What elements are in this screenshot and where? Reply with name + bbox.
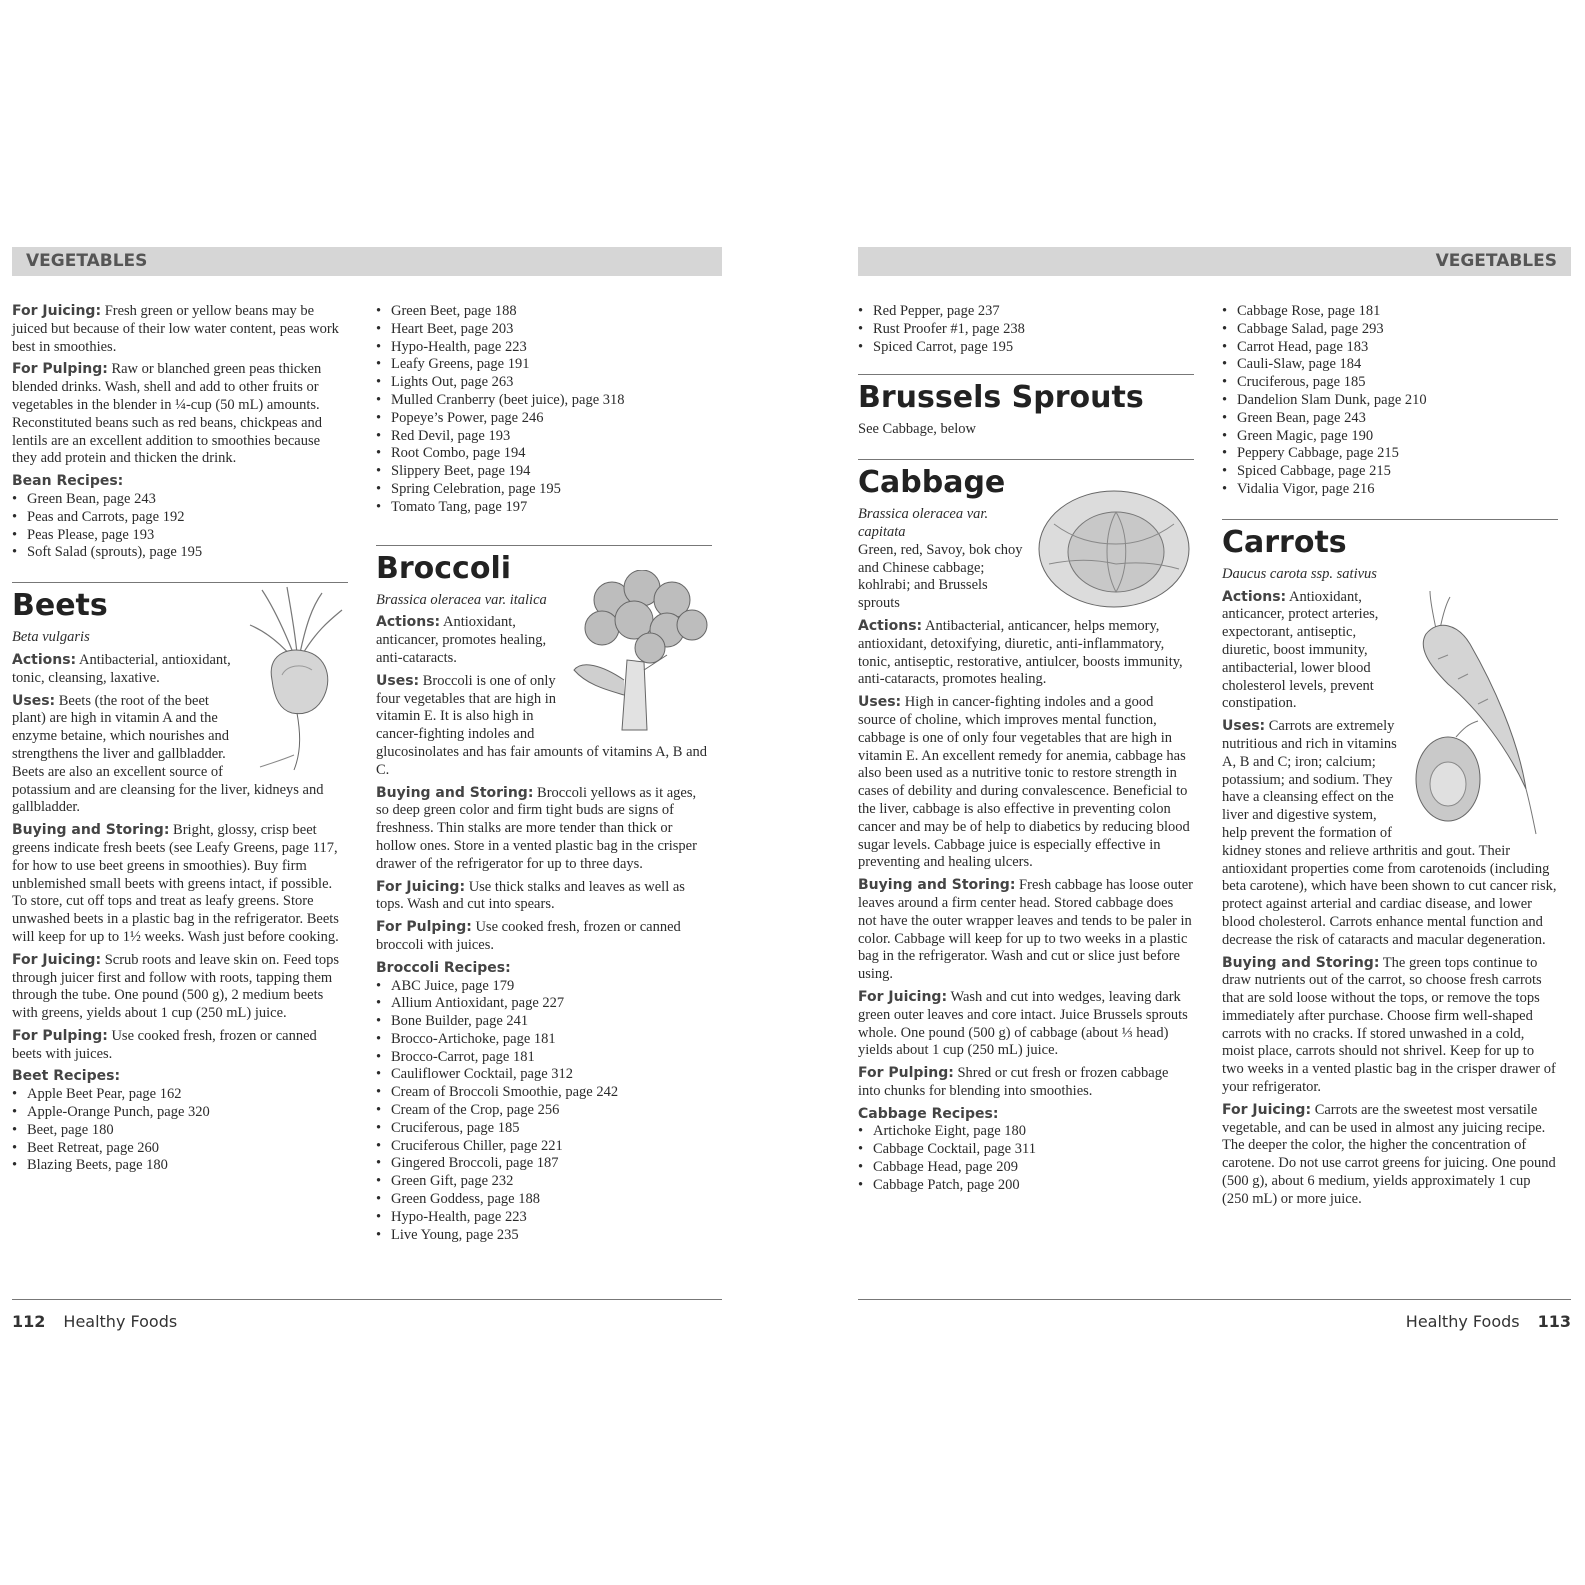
list-item: • Dandelion Slam Dunk, page 210 bbox=[1222, 392, 1558, 410]
list-item: • Green Gift, page 232 bbox=[376, 1173, 712, 1191]
list-item: • Green Goddess, page 188 bbox=[376, 1191, 712, 1209]
list-item: • Cabbage Head, page 209 bbox=[858, 1159, 1194, 1177]
list-item: • Artichoke Eight, page 180 bbox=[858, 1123, 1194, 1141]
cabbage-varieties: Green, red, Savoy, bok choy and Chinese cabbage; kohlrabi; and Brussels sprouts bbox=[858, 541, 1023, 612]
broccoli-uses: Uses: Broccoli is one of only four vegetables that are high in vitamin E. It is also high in cancer-fighting indoles and glucosinolates and has fair amounts of vitamins A, B and C. bbox=[376, 672, 708, 778]
beet-illustration-icon bbox=[242, 585, 348, 775]
broccoli-buying: Buying and Storing: Broccoli yellows as it ages, so deep green color and firm tight buds are signs of freshness. Thin stalks are more tender than thick or hollow ones. Store in a vented plastic bag in the crisper drawer of the refrigerator for up to three days. bbox=[376, 784, 697, 872]
beets-uses: Uses: Beets (the root of the beet plant) are high in vitamin A and the enzyme betaine, which nourishes and strengthens the liver and gallbladder. Beets are also an excellent source of potassium and are cleansing for the liver, kidneys and gallbladder. bbox=[12, 692, 324, 816]
list-item: • Cabbage Salad, page 293 bbox=[1222, 321, 1558, 339]
left-column-2 bbox=[376, 303, 712, 1248]
list-item: • Brocco-Artichoke, page 181 bbox=[376, 1031, 712, 1049]
list-item: • Peas and Carrots, page 192 bbox=[12, 509, 348, 527]
cabbage-illustration-icon bbox=[1034, 484, 1194, 614]
list-item: • Slippery Beet, page 194 bbox=[376, 463, 712, 481]
broccoli-pulping: For Pulping: Use cooked fresh, frozen or canned broccoli with juices. bbox=[376, 919, 681, 953]
list-item: • Tomato Tang, page 197 bbox=[376, 499, 712, 517]
list-item: • Peppery Cabbage, page 215 bbox=[1222, 445, 1558, 463]
list-item: • Vidalia Vigor, page 216 bbox=[1222, 481, 1558, 499]
list-item: • Cruciferous, page 185 bbox=[376, 1120, 712, 1138]
cabbage-recipes-list bbox=[858, 1123, 1194, 1194]
cabbage-latin-name: Brassica oleracea var. capitata bbox=[858, 506, 989, 540]
list-item: • Hypo-Health, page 223 bbox=[376, 1209, 712, 1227]
list-item: • Green Bean, page 243 bbox=[1222, 410, 1558, 428]
right-column-1 bbox=[858, 303, 1194, 1199]
beets-latin-name: Beta vulgaris bbox=[12, 629, 90, 646]
broccoli-title: Broccoli bbox=[376, 550, 512, 586]
carrots-buying: Buying and Storing: The green tops continue to draw nutrients out of the carrot, so choose fresh carrots that are sold loose without the tops, or remove the tops immediately after purchase. Choose firm well-shaped carrots with no cracks. If stored unwashed in a cold, moist place, carrots should not shrivel. Keep for up to two weeks in a vented plastic bag in the crisper drawer of your refrigerator. bbox=[1222, 954, 1556, 1096]
list-item: • Green Magic, page 190 bbox=[1222, 428, 1558, 446]
broccoli-illustration-icon bbox=[572, 570, 712, 740]
list-item: • Beet Retreat, page 260 bbox=[12, 1140, 348, 1158]
list-item: • Cabbage Cocktail, page 311 bbox=[858, 1141, 1194, 1159]
carrots-actions: Actions: Antioxidant, anticancer, protect arteries, expectorant, antiseptic, diuretic, boost immunity, antibacterial, lower blood cholesterol levels, prevent constipation. bbox=[1222, 588, 1379, 712]
beans-juicing: For Juicing: Fresh green or yellow beans may be juiced but because of their low water content, peas work best in smoothies. bbox=[12, 303, 339, 355]
list-item: • ABC Juice, page 179 bbox=[376, 978, 712, 996]
carrots-juicing: For Juicing: Carrots are the sweetest most versatile vegetable, and can be used in almost any juicing recipe. The deeper the color, the higher the concentration of carotene. Do not use carrot greens for juicing. One pound (500 g), about 6 medium, yields approximately 1 cup (250 mL) or more juice. bbox=[1222, 1101, 1556, 1207]
book-title: Healthy Foods bbox=[1405, 1312, 1520, 1331]
carrots-title: Carrots bbox=[1222, 524, 1347, 560]
broccoli-juicing: For Juicing: Use thick stalks and leaves as well as tops. Wash and cut into spears. bbox=[376, 878, 685, 913]
left-column-1 bbox=[12, 303, 348, 1179]
list-item: • Hypo-Health, page 223 bbox=[376, 339, 712, 357]
bean-recipes-heading: Bean Recipes: bbox=[12, 473, 124, 490]
list-item: • Live Young, page 235 bbox=[376, 1227, 712, 1245]
list-item: • Red Devil, page 193 bbox=[376, 428, 712, 446]
beet-recipes-list bbox=[12, 1086, 348, 1175]
list-item: • Green Beet, page 188 bbox=[376, 303, 712, 321]
brussels-sprouts-note: See Cabbage, below bbox=[858, 421, 976, 438]
list-item: • Bone Builder, page 241 bbox=[376, 1013, 712, 1031]
broccoli-section bbox=[376, 545, 712, 1245]
list-item: • Lights Out, page 263 bbox=[376, 374, 712, 392]
list-item: • Blazing Beets, page 180 bbox=[12, 1157, 348, 1175]
list-item: • Cauliflower Cocktail, page 312 bbox=[376, 1066, 712, 1084]
list-item: • Spiced Carrot, page 195 bbox=[858, 339, 1194, 357]
carrots-uses: Uses: Carrots are extremely nutritious and rich in vitamins A, B and C; iron; calcium; potassium; and sodium. They have a cleansing effect on the liver and digestive system, help prevent the formation of kidney stones and relieve arthritis and gout. Their antioxidant properties come from carotenoids (including beta carotene), which have been shown to cut cancer risk, protect against arterial and cardiac disease, and lower blood cholesterol. Carrots enhance mental function and decrease the risk of cataracts and macular degeneration. bbox=[1222, 718, 1557, 948]
list-item: • Apple-Orange Punch, page 320 bbox=[12, 1104, 348, 1122]
beans-pulping: For Pulping: Raw or blanched green peas thicken blended drinks. Wash, shell and add to other fruits or vegetables in the blender in ¼-cup (50 mL) amounts. Reconstituted beans such as red beans, chickpeas and lentils are an excellent addition to smoothies because they add protein and thicken the drink. bbox=[12, 361, 323, 467]
beets-juicing: For Juicing: Scrub roots and leave skin on. Feed tops through juicer first and follow with roots, tapping them through the tube. One pound (500 g), 2 medium beets with greens, yields about 1 cup (250 mL) juice. bbox=[12, 951, 340, 1022]
cabbage-section bbox=[858, 459, 1194, 1194]
list-item: • Rust Proofer #1, page 238 bbox=[858, 321, 1194, 339]
bean-recipes-list bbox=[12, 491, 348, 562]
list-item: • Spiced Cabbage, page 215 bbox=[1222, 463, 1558, 481]
cabbage-juicing: For Juicing: Wash and cut into wedges, leaving dark green outer leaves and core intact. Juice Brussels sprouts whole. One pound (500 g) of cabbage (about ⅓ head) yields about 1 cup (250 mL) juice. bbox=[858, 988, 1188, 1059]
cabbage-recipes-list-continued bbox=[1222, 303, 1558, 499]
list-item: • Gingered Broccoli, page 187 bbox=[376, 1155, 712, 1173]
broccoli-recipes-list bbox=[376, 978, 712, 1245]
list-item: • Spring Celebration, page 195 bbox=[376, 481, 712, 499]
section-header-band: VEGETABLES bbox=[858, 247, 1571, 276]
book-title: Healthy Foods bbox=[63, 1312, 178, 1331]
list-item: • Soft Salad (sprouts), page 195 bbox=[12, 544, 348, 562]
carrot-illustration-icon bbox=[1408, 589, 1558, 839]
list-item: • Red Pepper, page 237 bbox=[858, 303, 1194, 321]
list-item: • Apple Beet Pear, page 162 bbox=[12, 1086, 348, 1104]
list-item: • Cruciferous Chiller, page 221 bbox=[376, 1138, 712, 1156]
broccoli-actions: Actions: Antioxidant, anticancer, promotes healing, anti-cataracts. bbox=[376, 614, 547, 666]
list-item: • Green Bean, page 243 bbox=[12, 491, 348, 509]
list-item: • Cream of the Crop, page 256 bbox=[376, 1102, 712, 1120]
page-number: 112 bbox=[12, 1312, 46, 1331]
beet-recipes-heading: Beet Recipes: bbox=[12, 1068, 121, 1085]
beets-actions: Actions: Antibacterial, antioxidant, tonic, cleansing, laxative. bbox=[12, 651, 231, 686]
list-item: • Beet, page 180 bbox=[12, 1122, 348, 1140]
beets-title: Beets bbox=[12, 588, 108, 624]
list-item: • Peas Please, page 193 bbox=[12, 527, 348, 545]
list-item: • Cabbage Patch, page 200 bbox=[858, 1177, 1194, 1195]
list-item: • Popeye’s Power, page 246 bbox=[376, 410, 712, 428]
right-column-2 bbox=[1222, 303, 1558, 1214]
list-item: • Cream of Broccoli Smoothie, page 242 bbox=[376, 1084, 712, 1102]
beets-buying: Buying and Storing: Bright, glossy, crisp beet greens indicate fresh beets (see Leafy Greens, page 117, for how to use beet greens in smoothies). Buy firm unblemished small beets with greens intact, if possible. To store, cut off tops and treat as leafy greens. Store unwashed beets in a plastic bag in the refrigerator. Beets will keep for up to 1½ weeks. Wash just before cooking. bbox=[12, 822, 339, 945]
list-item: • Cabbage Rose, page 181 bbox=[1222, 303, 1558, 321]
cabbage-actions: Actions: Antibacterial, anticancer, helps memory, antioxidant, detoxifying, diuretic, anti-inflammatory, tonic, antiseptic, restorative, antiulcer, boosts immunity, anti-cataracts, promotes healing. bbox=[858, 617, 1183, 688]
list-item: • Leafy Greens, page 191 bbox=[376, 356, 712, 374]
list-item: • Mulled Cranberry (beet juice), page 318 bbox=[376, 392, 712, 410]
section-header-band: VEGETABLES bbox=[12, 247, 722, 276]
carrots-latin-name: Daucus carota ssp. sativus bbox=[1222, 565, 1377, 582]
carrots-section bbox=[1222, 519, 1558, 1209]
page-footer bbox=[858, 1299, 1571, 1331]
page-number: 113 bbox=[1537, 1312, 1571, 1331]
list-item: • Cauli-Slaw, page 184 bbox=[1222, 356, 1558, 374]
broccoli-recipes-heading: Broccoli Recipes: bbox=[376, 959, 511, 976]
beets-section bbox=[12, 582, 348, 1175]
broccoli-latin-name: Brassica oleracea var. italica bbox=[376, 591, 547, 608]
list-item: • Allium Antioxidant, page 227 bbox=[376, 995, 712, 1013]
broccoli-recipes-list-continued bbox=[858, 303, 1194, 356]
list-item: • Heart Beet, page 203 bbox=[376, 321, 712, 339]
cabbage-buying: Buying and Storing: Fresh cabbage has loose outer leaves around a firm center head. Stored cabbage does not have the outer wrapper leaves and tends to be paler in color. Cabbage will keep for up to two weeks in a plastic bag in the refrigerator. Wash and cut or slice just before using. bbox=[858, 877, 1193, 983]
list-item: • Carrot Head, page 183 bbox=[1222, 339, 1558, 357]
list-item: • Brocco-Carrot, page 181 bbox=[376, 1049, 712, 1067]
brussels-sprouts-title: Brussels Sprouts bbox=[858, 380, 1144, 416]
cabbage-pulping: For Pulping: Shred or cut fresh or frozen cabbage into chunks for blending into smoothies. bbox=[858, 1065, 1169, 1099]
beets-pulping: For Pulping: Use cooked fresh, frozen or canned beets with juices. bbox=[12, 1027, 317, 1062]
list-item: • Root Combo, page 194 bbox=[376, 445, 712, 463]
list-item: • Cruciferous, page 185 bbox=[1222, 374, 1558, 392]
beet-recipes-list-continued bbox=[376, 303, 712, 517]
page-footer bbox=[12, 1299, 722, 1331]
brussels-sprouts-section bbox=[858, 374, 1194, 439]
cabbage-title: Cabbage bbox=[858, 465, 1006, 501]
left-page bbox=[12, 247, 722, 1347]
cabbage-uses: Uses: High in cancer-fighting indoles and a good source of choline, which improves mental function, cabbage is one of only four vegetables that are high in vitamin E. An excellent remedy for anemia, cabbage has also been used as a nutritive tonic to restore strength in cases of debility and during convalescence. Beneficial to the liver, cabbage is also effective in preventing colon cancer and may be of help to diabetics by reducing blood sugar levels. Cabbage juice is especially effective in preventing and healing ulcers. bbox=[858, 694, 1190, 871]
right-page bbox=[858, 247, 1571, 1347]
cabbage-recipes-heading: Cabbage Recipes: bbox=[858, 1105, 999, 1122]
